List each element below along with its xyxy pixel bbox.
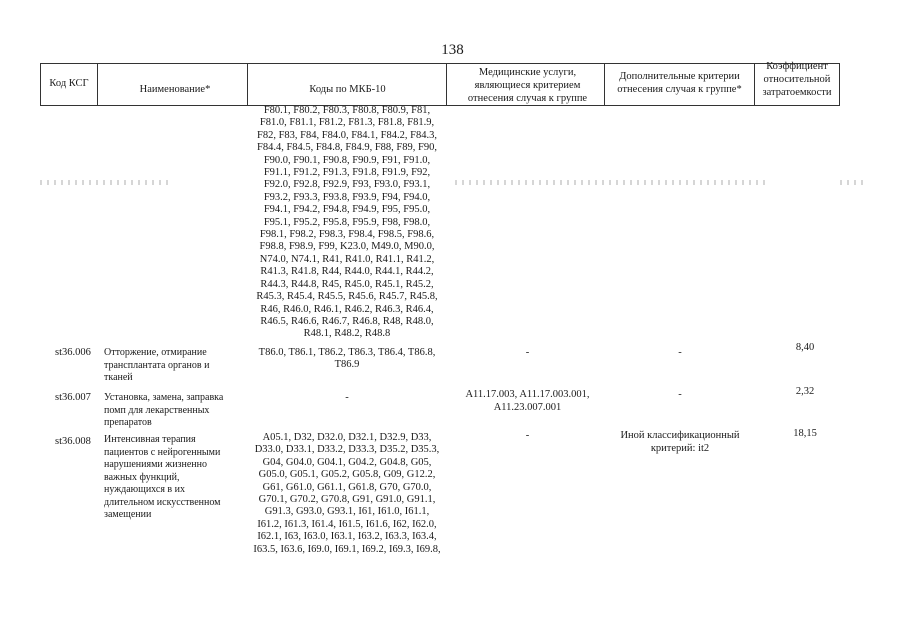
- row-code: st36.007: [55, 392, 91, 403]
- text-line: помп для лекарственных: [104, 404, 210, 416]
- text-line: T86.0, T86.1, T86.2, T86.3, T86.4, T86.8,: [258, 347, 436, 358]
- header-code: Код КСГ: [49, 78, 89, 89]
- text-line: -: [678, 389, 682, 400]
- text-line: A11.17.003, A11.17.003.001,: [465, 389, 590, 400]
- row-name: [104, 392, 244, 430]
- text-line: R41.3, R41.8, R44, R44.0, R44.1, R44.2,: [260, 266, 434, 278]
- row-name: [104, 347, 244, 385]
- header-top-rule: [40, 63, 840, 64]
- text-line: I62.1, I63, I63.0, I63.1, I63.2, I63.3, I63.4,: [257, 531, 437, 543]
- text-line: нуждающихся в их: [104, 484, 186, 495]
- text-line: A05.1, D32, D32.0, D32.1, D32.9, D33,: [262, 432, 432, 443]
- row-services: [455, 430, 600, 443]
- row-services: [455, 347, 600, 360]
- scan-smudge: [840, 180, 865, 185]
- text-line: -: [678, 347, 682, 358]
- text-line: препаратов: [104, 417, 152, 428]
- header-divider: [40, 63, 41, 106]
- header-services: Медицинские услуги, являющиеся критерием отнесения случая к группе: [467, 67, 588, 104]
- text-line: G91.3, G93.0, G93.1, I61, I61.0, I61.1,: [264, 506, 430, 518]
- text-line: F84.4, F84.5, F84.8, F84.9, F88, F89, F90,: [256, 142, 437, 154]
- scan-smudge: [40, 180, 170, 185]
- text-line: F98.1, F98.2, F98.3, F98.4, F98.5, F98.6,: [259, 229, 435, 241]
- text-line: Отторжение, отмирание: [104, 347, 207, 358]
- header-criteria: Дополнительные критерии отнесения случая к группе*: [617, 71, 742, 95]
- text-line: Установка, замена, заправка: [104, 392, 224, 403]
- text-line: G61, G61.0, G61.1, G61.8, G70, G70.0,: [262, 481, 432, 493]
- text-line: замещении: [104, 509, 152, 520]
- text-line: длительном искусственном: [104, 496, 221, 508]
- row-coef: 2,32: [795, 386, 815, 397]
- text-line: F91.1, F91.2, F91.3, F91.8, F91.9, F92,: [263, 167, 431, 179]
- text-line: R46.5, R46.6, R46.7, R46.8, R48, R48.0,: [260, 315, 434, 327]
- text-line: G04, G04.0, G04.1, G04.2, G04.8, G05,: [262, 456, 432, 468]
- text-line: R45.3, R45.4, R45.5, R45.6, R45.7, R45.8,: [256, 291, 438, 303]
- row-coef: 8,40: [795, 342, 815, 353]
- header-divider: [446, 63, 447, 106]
- text-line: F81.0, F81.1, F81.2, F81.3, F81.8, F81.9,: [259, 117, 435, 129]
- text-line: N74.0, N74.1, R41, R41.0, R41.1, R41.2,: [259, 253, 435, 265]
- text-line: A11.23.007.001: [493, 401, 562, 413]
- text-line: F90.0, F90.1, F90.8, F90.9, F91, F91.0,: [263, 154, 431, 166]
- text-line: Иной классификационный: [620, 430, 740, 441]
- text-line: важных функций,: [104, 471, 180, 483]
- text-line: F82, F83, F84, F84.0, F84.1, F84.2, F84.3,: [256, 129, 437, 141]
- row-name: [104, 434, 244, 522]
- text-line: -: [525, 430, 530, 441]
- row-code: st36.008: [55, 436, 91, 447]
- text-line: F94.1, F94.2, F94.8, F94.9, F95, F95.0,: [263, 204, 431, 216]
- page-number: 138: [441, 42, 464, 58]
- text-line: Интенсивная терапия: [104, 434, 196, 445]
- text-line: F95.1, F95.2, F95.8, F95.9, F98, F98.0,: [263, 216, 431, 228]
- text-line: I61.2, I61.3, I61.4, I61.5, I61.6, I62, I62.0,: [257, 518, 437, 530]
- scan-smudge: [455, 180, 765, 185]
- continuation-codes: [252, 105, 442, 341]
- text-line: R46, R46.0, R46.1, R46.2, R46.3, R46.4,: [260, 303, 434, 315]
- row-services: [455, 389, 600, 414]
- text-line: F92.0, F92.8, F92.9, F93, F93.0, F93.1,: [263, 179, 431, 191]
- text-line: R44.3, R44.8, R45, R45.0, R45.1, R45.2,: [260, 278, 434, 290]
- text-line: -: [345, 392, 349, 403]
- row-mkb: [252, 392, 442, 404]
- text-line: G70.1, G70.2, G70.8, G91, G91.0, G91.1,: [258, 494, 436, 506]
- row-mkb: [252, 347, 442, 372]
- row-criteria: [605, 347, 755, 360]
- header-mkb: Коды по МКБ-10: [309, 84, 386, 95]
- text-line: G05.0, G05.1, G05.2, G05.8, G09, G12.2,: [258, 469, 436, 481]
- text-line: D33.0, D33.1, D33.2, D33.3, D35.2, D35.3,: [254, 444, 440, 456]
- text-line: F98.8, F98.9, F99, K23.0, M49.0, M90.0,: [259, 241, 435, 253]
- row-criteria: [605, 430, 755, 455]
- text-line: I63.5, I63.6, I69.0, I69.1, I69.2, I69.3, I69.8,: [253, 543, 441, 555]
- header-divider: [839, 63, 840, 106]
- text-line: T86.9: [334, 359, 360, 371]
- text-line: критерий: it2: [650, 442, 710, 454]
- text-line: пациентов с нейрогенными: [104, 446, 221, 458]
- text-line: F80.1, F80.2, F80.3, F80.8, F80.9, F81,: [263, 105, 431, 116]
- text-line: F93.2, F93.3, F93.8, F93.9, F94, F94.0,: [263, 191, 431, 203]
- row-coef: 18,15: [793, 428, 817, 439]
- header-divider: [247, 63, 248, 106]
- text-line: тканей: [104, 372, 133, 383]
- text-line: трансплантата органов и: [104, 359, 210, 371]
- text-line: -: [525, 347, 530, 358]
- row-criteria: [605, 389, 755, 402]
- text-line: R48.1, R48.2, R48.8: [303, 328, 391, 340]
- row-code: st36.006: [55, 347, 91, 358]
- row-mkb: [252, 432, 442, 556]
- text-line: нарушениями жизненно: [104, 459, 207, 470]
- header-divider: [97, 63, 98, 106]
- header-divider: [754, 63, 755, 106]
- header-divider: [604, 63, 605, 106]
- header-name: Наименование*: [139, 84, 211, 95]
- header-coef: Коэффициент относительной затратоемкости: [762, 61, 832, 98]
